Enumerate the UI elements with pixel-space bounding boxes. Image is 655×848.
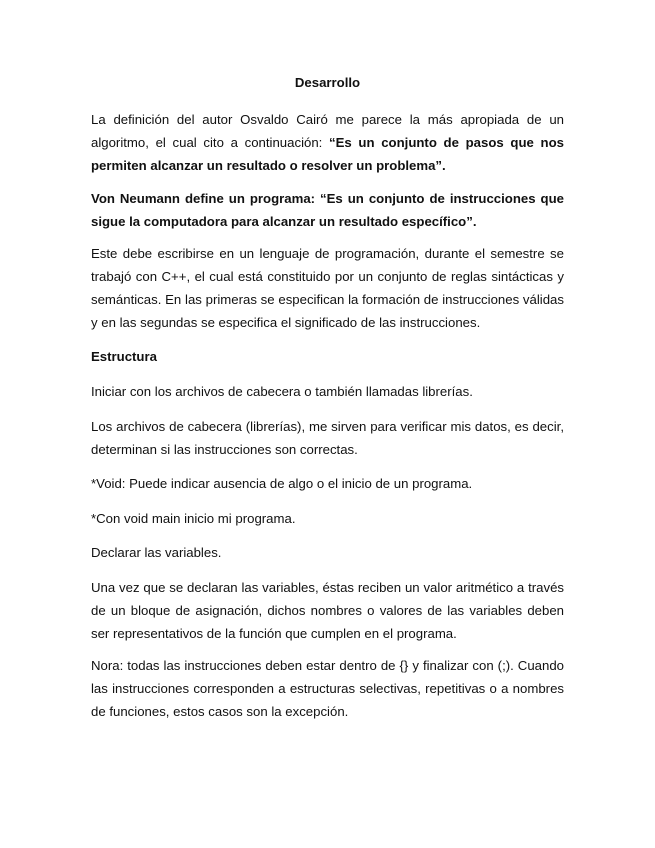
- paragraph-variable-assignment: Una vez que se declaran las variables, éstas reciben un valor aritmético a través de un bloque de asignación, dichos nombres o valores de las variables deben ser representativos de la función que cumplen en el programa.: [91, 580, 564, 641]
- paragraph-libraries: Los archivos de cabecera (librerías), me sirven para verificar mis datos, es decir, determinan si las instrucciones son correctas.: [91, 419, 564, 457]
- paragraph-programming-language: Este debe escribirse en un lenguaje de programación, durante el semestre se trabajó con C++, el cual está constituido por un conjunto de reglas sintácticas y semánticas. En las primeras se especifican la formación de instrucciones válidas y en las segundas se especifica el significado de las instrucciones.: [91, 246, 564, 330]
- paragraph-void-main: *Con void main inicio mi programa.: [91, 511, 296, 526]
- paragraph-algorithm-definition: [91, 108, 564, 177]
- paragraph-algorithm-intro: La definición del autor Osvaldo Cairó me parece la más apropiada de un algoritmo, el cual cito a continuación:: [91, 112, 564, 150]
- paragraph-declare-variables: Declarar las variables.: [91, 545, 222, 560]
- paragraph-header-files: Iniciar con los archivos de cabecera o también llamadas librerías.: [91, 384, 473, 399]
- paragraph-program-definition: Von Neumann define un programa: “Es un conjunto de instrucciones que sigue la computadora para alcanzar un resultado específico”.: [91, 191, 564, 229]
- paragraph-void: *Void: Puede indicar ausencia de algo o el inicio de un programa.: [91, 476, 473, 491]
- paragraph-algorithm-quote: “Es un conjunto de pasos que nos permiten alcanzar un resultado o resolver un problema”.: [91, 135, 564, 173]
- document-title: Desarrollo: [294, 75, 361, 90]
- paragraph-note-instructions: Nora: todas las instrucciones deben estar dentro de {} y finalizar con (;). Cuando las instrucciones corresponden a estructuras selectivas, repetitivas o a nombres de funciones, estos casos son la excepción.: [91, 658, 564, 719]
- heading-estructura: Estructura: [91, 349, 157, 364]
